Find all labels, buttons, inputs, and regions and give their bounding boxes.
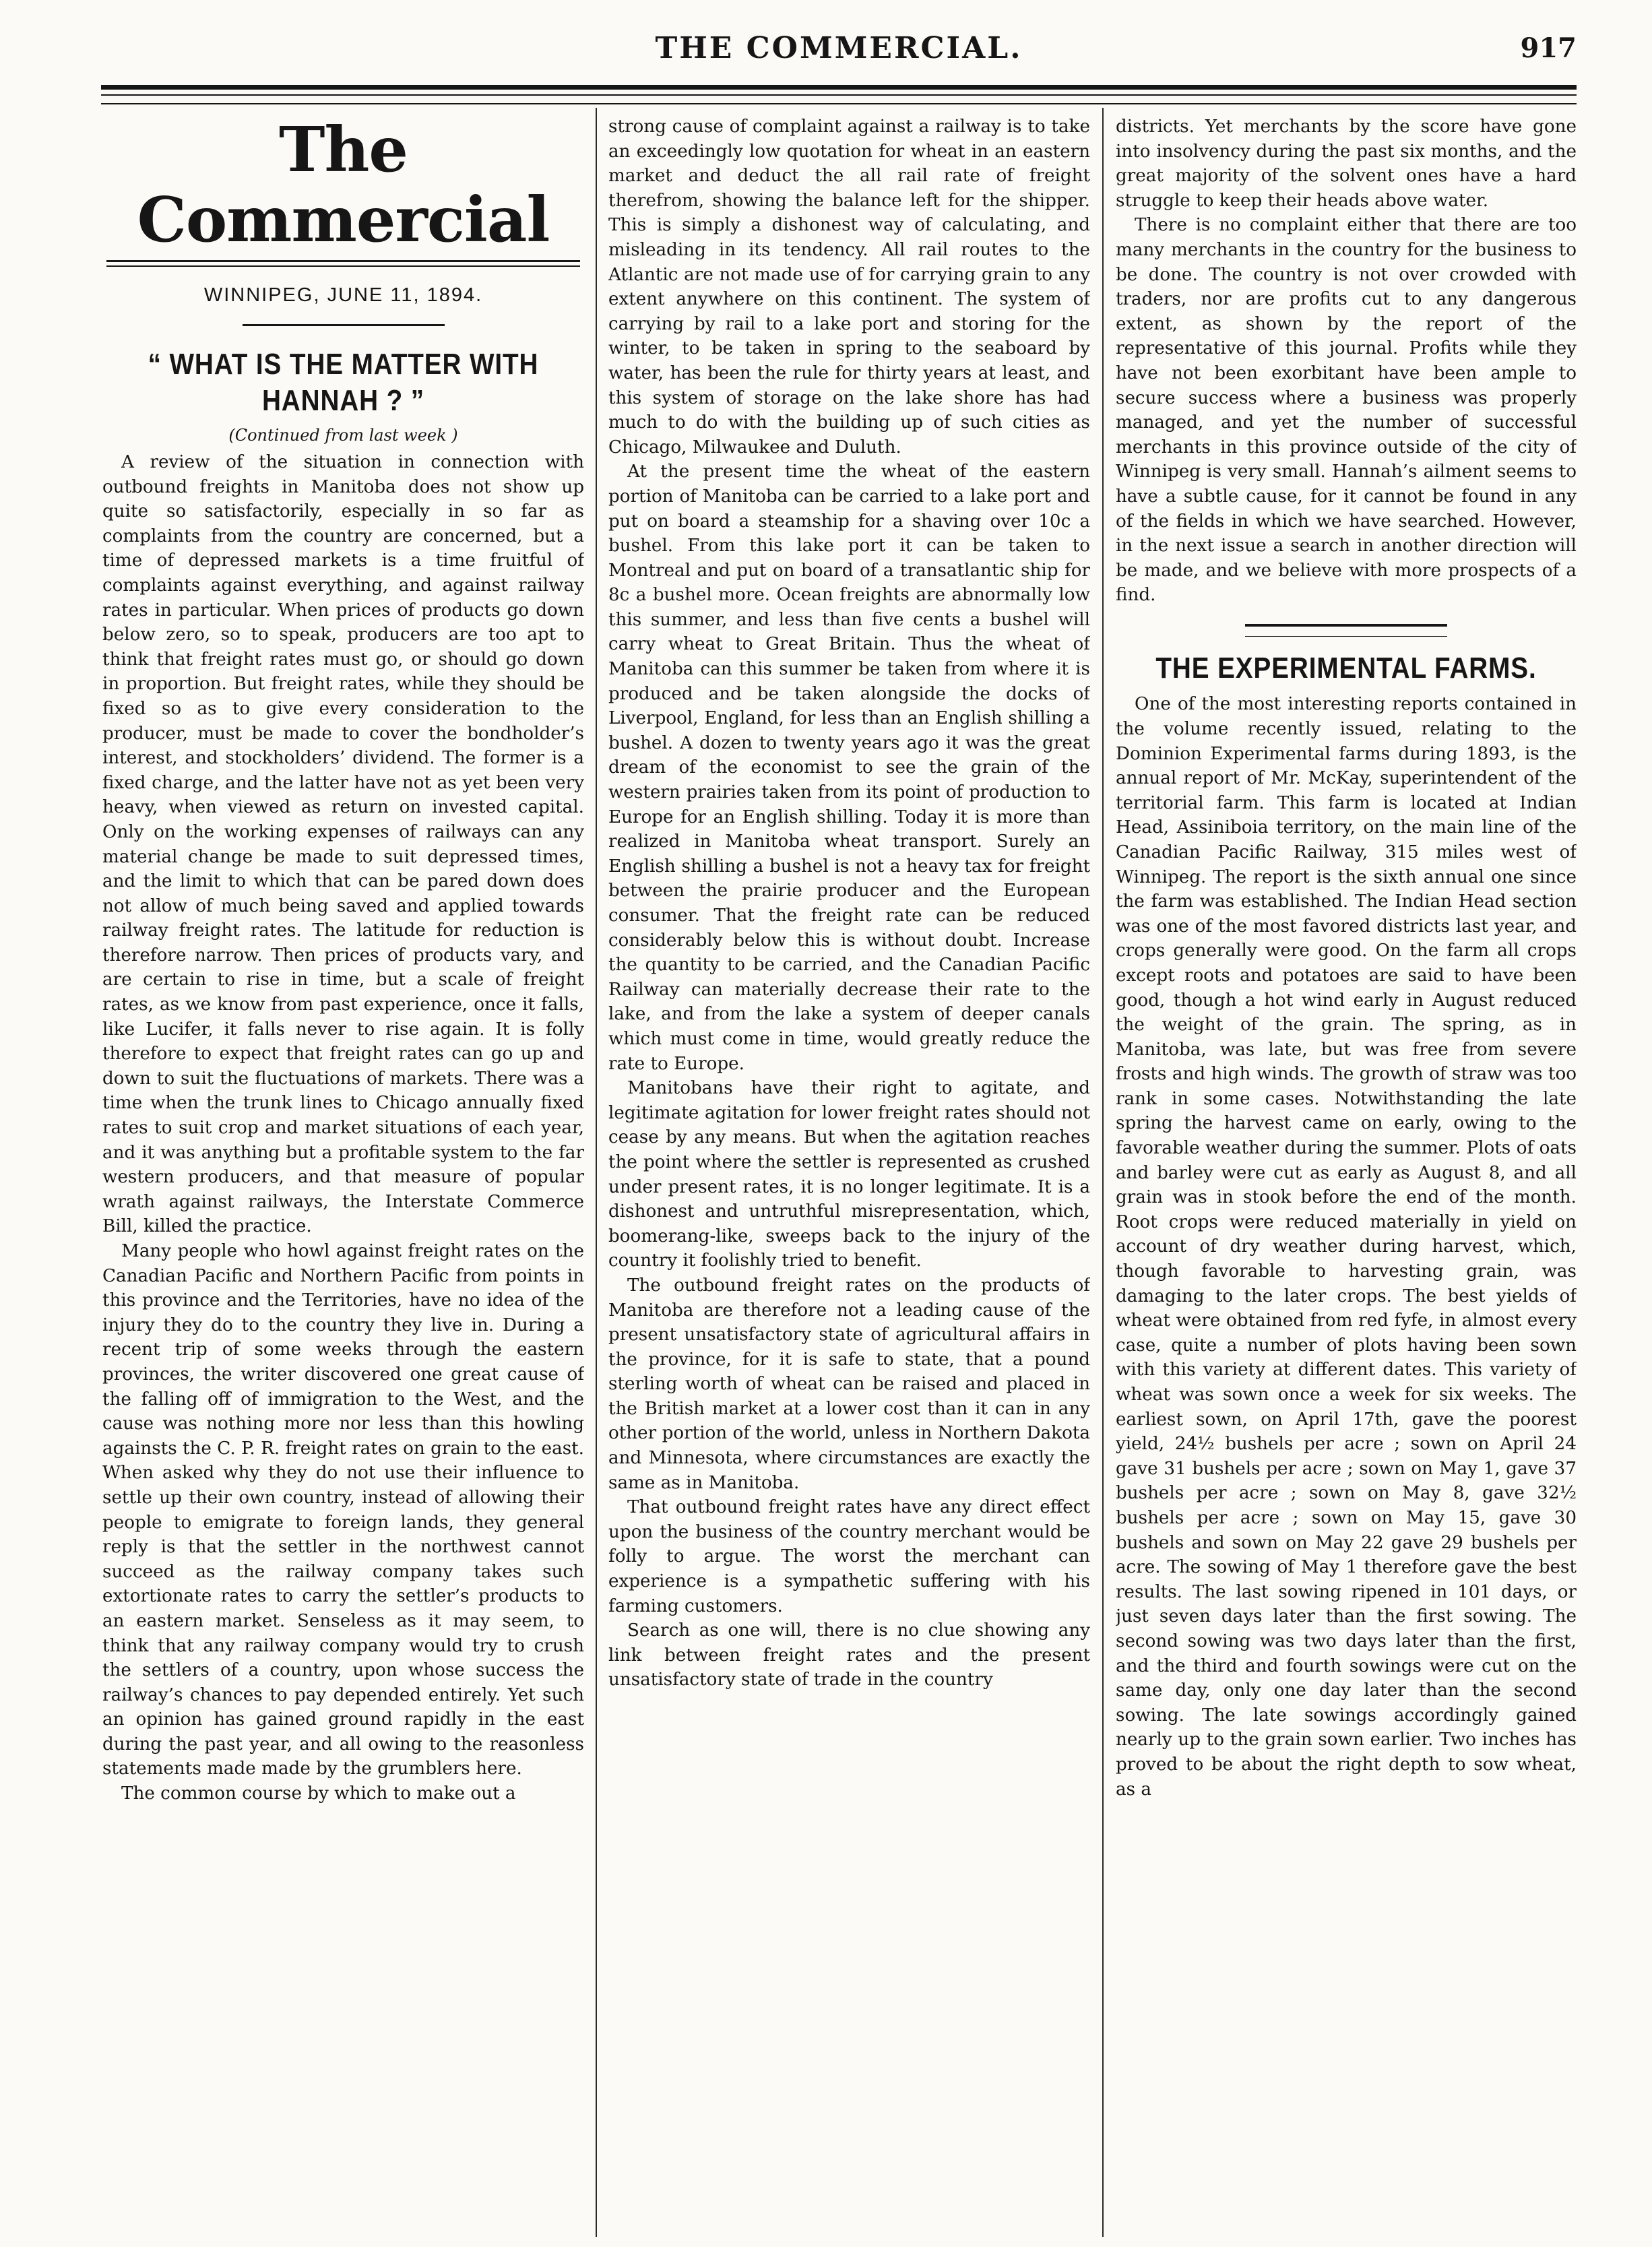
article-paragraph: One of the most interesting reports contained in the volume recently issued, relating to the Dominion Experimental farms during 1893, is the annual report of Mr. McKay, superintendent of the territorial farm. This farm is located at Indian Head, Assiniboia territory, on the main line of the Canadian Pacific Railway, 315 miles west of Winnipeg. The report is the sixth annual one since the farm was established. The Indian Head section was one of the most favored districts last year, and crops generally were good. On the farm all crops except roots and potatoes are said to have been good, though a hot wind early in August reduced the weight of the grain. The spring, as in Manitoba, was late, but was free from severe frosts and high winds. The growth of straw was too rank in some cases. Notwithstanding the late spring the harvest came on early, owing to the favorable weather during the summer. Plots of oats and barley were cut as early as August 8, and all grain was in stook before the end of the month. Root crops were reduced materially in yield on account of dry weather during harvest, which, though favorable to harvesting grain, was damaging to the later crops. The best yields of wheat were obtained from red fyfe, in almost every case, quite a number of plots having been sown with this variety at different dates. This variety of wheat was sown once a week for six weeks. The earliest sown, on April 17th, gave the poorest yield, 24½ bushels per acre ; sown on April 24 gave 31 bushels per acre ; sown on May 1, gave 37 bushels per acre ; sown on May 8, gave 32½ bushels per acre ; sown on May 15, gave 30 bushels and sown on May 22 gave 29 bushels per acre. The sowing of May 1 therefore gave the best results. The last sowing ripened in 101 days, or just seven days later than the first sowing. The second sowing was two days later than the first, and the third and fourth sowings were cut on the same day, only one day later than the second sowing. The late sowings accordingly gained nearly up to the grain sown earlier. Two inches has proved to be about the right depth to sow wheat, as a bbox=[1116, 694, 1577, 1800]
nameplate-title: The Commercial bbox=[137, 115, 550, 256]
column-divider bbox=[1102, 108, 1104, 2237]
article-paragraph: There is no complaint either that there are too many merchants in the country for the business to be done. The country is not over crowded with traders, nor are profits cut to any dangerous extent, as shown by the report of the representative of this journal. Profits while they have not been exorbitant have been ample to secure success where a business was properly managed, and yet the number of successful merchants in this province outside of the city of Winnipeg is very small. Hannah’s ailment seems to have a subtle cause, for it cannot be found in any of the fields in which we have searched. However, in the next issue a search in another direction will be made, and we believe with more prospects of a find. bbox=[1116, 215, 1577, 606]
article-headline: “ WHAT IS THE MATTER WITH HANNAH ? ” bbox=[148, 348, 539, 417]
dateline: WINNIPEG, JUNE 11, 1894. bbox=[203, 284, 483, 306]
column-2 bbox=[608, 115, 1090, 2230]
article-paragraph: districts. Yet merchants by the score have gone into insolvency during the past six months, and the great majority of the solvent ones have a hard struggle to keep their heads above water. bbox=[1116, 117, 1577, 211]
masthead-rule-thick bbox=[101, 85, 1577, 90]
masthead-title: THE COMMERCIAL. bbox=[655, 31, 1023, 65]
article-paragraph: Manitobans have their right to agitate, and legitimate agitation for lower freight rates should not cease by any means. But when the agitation reaches the point where the settler is represented as crushed under present rates, it is no longer legitimate. It is a dishonest and untruthful misrepresentation, which, boomerang-like, sweeps back to the injury of the country it foolishly tried to benefit. bbox=[608, 1078, 1090, 1271]
masthead-rule-thin-2 bbox=[101, 103, 1577, 104]
article-paragraph: The common course by which to make out a bbox=[121, 1783, 516, 1804]
section-rule bbox=[243, 324, 445, 326]
article-paragraph: Many people who howl against freight rates on the Canadian Pacific and Northern Pacific from points in this province and the Territories, have no idea of the injury they do to the country they live in. During a recent trip of some weeks through the eastern provinces, the writer discovered one great cause of the falling off of immigration to the West, and the cause was nothing more nor less than this howling againsts the C. P. R. freight rates on grain to the east. When asked why they do not use their influence to settle up their own country, instead of allowing their people to emigrate to foreign lands, they general reply is that the settler in the northwest cannot succeed as the railway company takes such extortionate rates to carry the settler’s products to an eastern market. Senseless as it may seem, to think that any railway company would try to crush the settlers of a country, upon whose success the railway’s chances to pay depended entirely. Yet such an opinion has gained ground rapidly in the east during the past year, and all owing to the reasonless statements made made by the grumblers here. bbox=[102, 1241, 584, 1779]
article-paragraph: strong cause of complaint against a railway is to take an exceedingly low quotation for wheat in an eastern market and deduct the all rail rate of freight therefrom, showing the balance left for the shipper. This is simply a dishonest way of calculating, and misleading in its tendency. All rail routes to the Atlantic are not made use of for carrying grain to any extent anywhere on this continent. The system of carrying by rail to a lake port and storing for the winter, to be taken in spring to the seaboard by water, has been the rule for thirty years at least, and this system of storage on the lake shore has had much to do with the building up of such cities as Chicago, Milwaukee and Duluth. bbox=[608, 117, 1090, 457]
nameplate-rule-thin bbox=[106, 265, 580, 267]
column-3 bbox=[1116, 115, 1577, 2230]
page-number: 917 bbox=[1520, 32, 1577, 64]
column-1 bbox=[102, 115, 584, 2230]
column-divider bbox=[596, 108, 597, 2237]
masthead-rule-thin bbox=[101, 94, 1577, 96]
nameplate-rule bbox=[106, 260, 580, 262]
article-paragraph: Search as one will, there is no clue showing any link between freight rates and the present unsatisfactory state of trade in the country bbox=[608, 1620, 1090, 1690]
article-paragraph: The outbound freight rates on the products of Manitoba are therefore not a leading cause of the present unsatisfactory state of agricultural affairs in the province, for it is safe to state, that a pound sterling worth of wheat can be raised and placed in the British market at a lower cost than it can in any other portion of the world, unless in Northern Dakota and Minnesota, where circumstances are exactly the same as in Manitoba. bbox=[608, 1275, 1090, 1493]
article-subhead: (Continued from last week ) bbox=[228, 426, 458, 445]
section-rule bbox=[1245, 624, 1447, 627]
article-headline: THE EXPERIMENTAL FARMS. bbox=[1155, 652, 1537, 685]
article-paragraph: A review of the situation in connection with outbound freights in Manitoba does not show up quite so satisfactorily, especially in so far as complaints from the country are concerned, but a time of depressed markets is a time fruitful of complaints against everything, and against railway rates in particular. When prices of products go down below zero, so to speak, producers are too apt to think that freight rates must go, or should go down in proportion. But freight rates, while they should be fixed so as to give every consideration to the producer, must be made to cover the bondholder’s interest, and stockholders’ dividend. The former is a fixed charge, and the latter have not as yet been very heavy, when viewed as return on invested capital. Only on the working expenses of railways can any material change be made to suit depressed times, and the limit to which that can be pared down does not allow of much being saved and applied towards railway freight rates. The latitude for reduction is therefore narrow. Then prices of products vary, and are certain to rise in time, but a scale of freight rates, as we know from past experience, once it falls, like Lucifer, it falls never to rise again. It is folly therefore to expect that freight rates can go up and down to suit the fluctuations of markets. There was a time when the trunk lines to Chicago annually fixed rates to suit crop and market situations of each year, and it was anything but a profitable system to the far western producers, and that measure of popular wrath against railways, the Interstate Commerce Bill, killed the practice. bbox=[102, 452, 584, 1237]
masthead bbox=[101, 31, 1577, 71]
article-paragraph: At the present time the wheat of the eastern portion of Manitoba can be carried to a lake port and put on board a steamship for a shaving over 10c a bushel. From this lake port it can be taken to Montreal and put on board of a transatlantic ship for 8c a bushel more. Ocean freights are abnormally low this summer, and less than five cents a bushel will carry wheat to Great Britain. Thus the wheat of Manitoba can this summer be taken from where it is produced and be taken alongside the docks of Liverpool, England, for less than an English shilling a bushel. A dozen to twenty years ago it was the great dream of the economist to see the grain of the western prairies taken from its point of production to Europe for an English shilling. Today it is more than realized in Manitoba wheat transport. Surely an English shilling a bushel is not a heavy tax for freight between the prairie producer and the European consumer. That the freight rate can be reduced considerably below this is without doubt. Increase the quantity to be carried, and the Canadian Pacific Railway can materially decrease their rate to the lake, and from the lake a system of deeper canals which must come in time, would greatly reduce the rate to Europe. bbox=[608, 462, 1090, 1074]
section-rule-thin bbox=[1245, 636, 1447, 637]
article-paragraph: That outbound freight rates have any direct effect upon the business of the country merchant would be folly to argue. The worst the merchant can experience is a sympathetic suffering with his farming customers. bbox=[608, 1497, 1090, 1616]
